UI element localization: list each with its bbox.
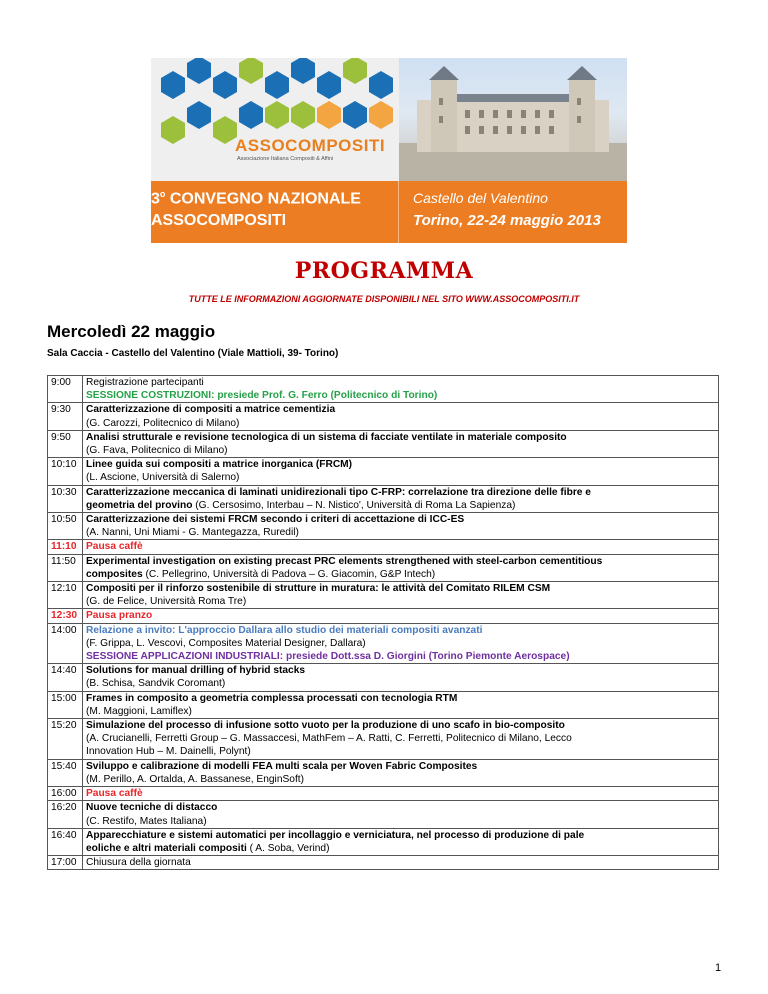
hexagon-shape [369, 71, 393, 99]
session-content [83, 376, 719, 403]
logo-subtitle: Associazione Italiana Compositi & Affini [237, 156, 334, 162]
session-line [86, 719, 715, 732]
session-line [86, 677, 715, 690]
session-text: (F. Grippa, L. Vescovi, Composites Material Designer, Dallara) [86, 637, 366, 649]
session-text: Simulazione del processo di infusione sotto vuoto per la produzione di uno scafo in bio-composito [86, 720, 565, 732]
table-row [48, 376, 719, 403]
session-content [83, 485, 719, 512]
schedule-table [47, 375, 719, 870]
session-content [83, 691, 719, 718]
castle-photo [399, 58, 627, 181]
session-line [86, 540, 715, 553]
session-time: 15:20 [48, 719, 83, 760]
window-shape [493, 126, 498, 134]
session-text: (M. Perillo, A. Ortalda, A. Bassanese, EnginSoft) [86, 773, 305, 785]
hexagon-shape [161, 71, 185, 99]
window-shape [577, 116, 581, 123]
banner-title-text: CONVEGNO NAZIONALE [169, 190, 361, 208]
hexagon-shape [291, 101, 315, 129]
castle-roof [457, 94, 569, 102]
session-content [83, 609, 719, 623]
hexagon-shape [213, 71, 237, 99]
session-line [86, 609, 715, 622]
session-time: 9:00 [48, 376, 83, 403]
session-time: 10:30 [48, 485, 83, 512]
session-text: (M. Maggioni, Lamiflex) [86, 705, 192, 717]
banner-title-line2: ASSOCOMPOSITI [151, 212, 287, 229]
session-line [86, 637, 715, 650]
session-text: SESSIONE COSTRUZIONI: presiede Prof. G. Ferro (Politecnico di Torino) [86, 390, 438, 402]
logo-text: ASSOCOMPOSITI [235, 136, 386, 155]
tower-roof [567, 66, 597, 80]
hexagon-shape [161, 116, 185, 144]
window-shape [535, 110, 540, 118]
logo-panel [151, 58, 399, 181]
session-text: Innovation Hub – M. Dainelli, Polynt) [86, 746, 251, 758]
window-shape [465, 126, 470, 134]
edition-ordinal: o [159, 189, 166, 199]
window-shape [465, 110, 470, 118]
session-time: 15:00 [48, 691, 83, 718]
window-shape [577, 98, 581, 105]
session-line [86, 664, 715, 677]
session-time: 16:20 [48, 801, 83, 828]
window-shape [521, 110, 526, 118]
session-text: Solutions for manual drilling of hybrid stacks [86, 665, 306, 677]
session-text: Pausa caffè [86, 788, 143, 800]
session-content [83, 787, 719, 801]
session-line [86, 389, 715, 402]
table-row [48, 759, 719, 786]
session-line [86, 582, 715, 595]
window-shape [439, 116, 443, 123]
session-content [83, 801, 719, 828]
website-note: TUTTE LE INFORMAZIONI AGGIORNATE DISPONIBILI NEL SITO WWW.ASSOCOMPOSITI.IT [188, 294, 580, 304]
banner-title-bar [151, 181, 627, 243]
hexagon-shape [187, 101, 211, 129]
table-row [48, 513, 719, 540]
session-authors: (C. Pellegrino, Università di Padova – G. Giacomin, G&P Intech) [142, 568, 436, 580]
hexagon-shape [343, 101, 367, 129]
event-banner [151, 58, 627, 243]
session-line [86, 856, 715, 869]
session-time: 9:50 [48, 430, 83, 457]
session-line [86, 486, 715, 499]
session-text: Caratterizzazione di compositi a matrice cementizia [86, 404, 336, 416]
session-line [86, 417, 715, 430]
session-text: Caratterizzazione dei sistemi FRCM secondo i criteri di accettazione di ICC-ES [86, 514, 465, 526]
session-text: Sviluppo e calibrazione di modelli FEA multi scala per Woven Fabric Composites [86, 760, 478, 772]
session-time: 12:30 [48, 609, 83, 623]
event-location: Castello del Valentino [413, 190, 548, 206]
session-content [83, 719, 719, 760]
session-line [86, 458, 715, 471]
hexagon-logo-graphic [151, 58, 399, 181]
hexagon-shape [317, 71, 341, 99]
table-row [48, 609, 719, 623]
session-text: Analisi strutturale e revisione tecnologica di un sistema di facciate ventilate in materiale composito [86, 431, 567, 443]
session-text: (A. Nanni, Uni Miami - G. Mantegazza, Ruredil) [86, 527, 299, 539]
session-text: SESSIONE APPLICAZIONI INDUSTRIALI: presiede Dott.ssa D. Giorgini (Torino Piemonte Aerospace) [86, 651, 570, 663]
hexagon-shape [239, 58, 263, 84]
session-text: (L. Ascione, Università di Salerno) [86, 472, 240, 484]
castle-tower-right [569, 80, 595, 152]
window-shape [549, 110, 554, 118]
table-row [48, 485, 719, 512]
session-text: (G. Carozzi, Politecnico di Milano) [86, 417, 240, 429]
session-line [86, 526, 715, 539]
session-content [83, 623, 719, 664]
session-line [86, 692, 715, 705]
day-title: Mercoledì 22 maggio [47, 322, 216, 341]
session-text: Caratterizzazione meccanica di laminati unidirezionali tipo C-FRP: correlazione tra direzione delle fibre e [86, 486, 591, 498]
hexagon-shape [317, 101, 341, 129]
table-row [48, 856, 719, 870]
session-line [86, 376, 715, 389]
session-content [83, 540, 719, 554]
table-row [48, 540, 719, 554]
window-shape [479, 110, 484, 118]
session-time: 16:00 [48, 787, 83, 801]
session-line [86, 403, 715, 416]
table-row [48, 664, 719, 691]
session-time: 10:50 [48, 513, 83, 540]
table-row [48, 403, 719, 430]
session-text: Registrazione partecipanti [86, 377, 204, 388]
session-line [86, 513, 715, 526]
session-content [83, 458, 719, 485]
session-content [83, 582, 719, 609]
castle-tower-left [431, 80, 457, 152]
session-time: 14:40 [48, 664, 83, 691]
table-row [48, 719, 719, 760]
tower-roof [429, 66, 459, 80]
event-date: Torino, 22-24 maggio 2013 [413, 212, 601, 229]
window-shape [493, 110, 498, 118]
session-authors: (G. Cersosimo, Interbau – N. Nistico', Università di Roma La Sapienza) [192, 499, 516, 511]
window-shape [507, 126, 512, 134]
session-text: Linee guida sui compositi a matrice inorganica (FRCM) [86, 459, 353, 471]
session-line [86, 705, 715, 718]
table-row [48, 691, 719, 718]
session-text: Nuove tecniche di distacco [86, 802, 218, 814]
session-content [83, 403, 719, 430]
session-line [86, 499, 715, 512]
session-time: 11:50 [48, 554, 83, 581]
edition-number: 3 [151, 190, 160, 208]
session-time: 9:30 [48, 403, 83, 430]
session-time: 12:10 [48, 582, 83, 609]
session-content [83, 554, 719, 581]
session-content [83, 856, 719, 870]
table-row [48, 623, 719, 664]
session-text: Pausa caffè [86, 541, 143, 553]
session-line [86, 773, 715, 786]
session-text: Experimental investigation on existing precast PRC elements strengthened with steel-carbon cementitious [86, 555, 603, 567]
session-text: Apparecchiature e sistemi automatici per incollaggio e verniciatura, nel processo di produzione di pale [86, 829, 585, 841]
session-line [86, 595, 715, 608]
table-row [48, 828, 719, 855]
hexagon-shape [369, 101, 393, 129]
session-text: (G. Fava, Politecnico di Milano) [86, 445, 228, 457]
session-content [83, 513, 719, 540]
venue: Sala Caccia - Castello del Valentino (Viale Mattioli, 39- Torino) [47, 348, 339, 359]
session-line [86, 555, 715, 568]
session-line [86, 732, 715, 745]
session-authors: ( A. Soba, Verind) [246, 842, 330, 854]
session-text: (A. Crucianelli, Ferretti Group – G. Massaccesi, MathFem – A. Ratti, C. Ferretti, Politecnico di Milano, Lecco [86, 733, 572, 745]
window-shape [479, 126, 484, 134]
table-row [48, 582, 719, 609]
window-shape [521, 126, 526, 134]
hexagon-shape [239, 101, 263, 129]
session-line [86, 650, 715, 663]
table-row [48, 787, 719, 801]
session-line [86, 801, 715, 814]
table-row [48, 430, 719, 457]
banner-image-area [151, 58, 627, 181]
session-text: geometria del provino [86, 499, 193, 511]
session-line [86, 568, 715, 581]
table-row [48, 801, 719, 828]
session-text: (G. de Felice, Università Roma Tre) [86, 596, 247, 608]
page-number: 1 [715, 962, 722, 974]
session-line [86, 471, 715, 484]
window-shape [535, 126, 540, 134]
session-time: 11:10 [48, 540, 83, 554]
session-text: Chiusura della giornata [86, 857, 191, 869]
session-time: 17:00 [48, 856, 83, 870]
hexagon-shape [213, 116, 237, 144]
hexagon-shape [343, 58, 367, 84]
hexagon-shape [265, 71, 289, 99]
banner-divider [398, 181, 399, 243]
session-line [86, 829, 715, 842]
session-time: 16:40 [48, 828, 83, 855]
session-text: Frames in composito a geometria complessa processati con tecnologia RTM [86, 692, 458, 704]
session-time: 14:00 [48, 623, 83, 664]
session-text: Relazione a invito: L'approccio Dallara allo studio dei materiali compositi avanzati [86, 624, 483, 636]
hexagon-shape [187, 58, 211, 84]
session-line [86, 760, 715, 773]
session-text: eoliche e altri materiali compositi [86, 842, 247, 854]
hexagon-shape [265, 101, 289, 129]
session-content [83, 828, 719, 855]
program-heading: PROGRAMMA [294, 258, 474, 284]
banner-title-line1 [151, 189, 361, 208]
session-content [83, 759, 719, 786]
session-text: (C. Restifo, Mates Italiana) [86, 815, 207, 827]
table-row [48, 458, 719, 485]
table-row [48, 554, 719, 581]
session-line [86, 745, 715, 758]
session-text: (B. Schisa, Sandvik Coromant) [86, 678, 226, 690]
session-line [86, 787, 715, 800]
window-shape [549, 126, 554, 134]
hexagon-shape [291, 58, 315, 84]
session-content [83, 664, 719, 691]
session-time: 10:10 [48, 458, 83, 485]
window-shape [439, 98, 443, 105]
session-line [86, 842, 715, 855]
session-text: Compositi per il rinforzo sostenibile di strutture in muratura: le attività del Comitato RILEM CSM [86, 583, 551, 595]
session-line [86, 431, 715, 444]
session-line [86, 815, 715, 828]
session-text: composites [86, 568, 143, 580]
session-content [83, 430, 719, 457]
session-text: Pausa pranzo [86, 610, 153, 622]
castle-illustration [399, 58, 627, 181]
session-line [86, 624, 715, 637]
session-time: 15:40 [48, 759, 83, 786]
window-shape [507, 110, 512, 118]
session-line [86, 444, 715, 457]
